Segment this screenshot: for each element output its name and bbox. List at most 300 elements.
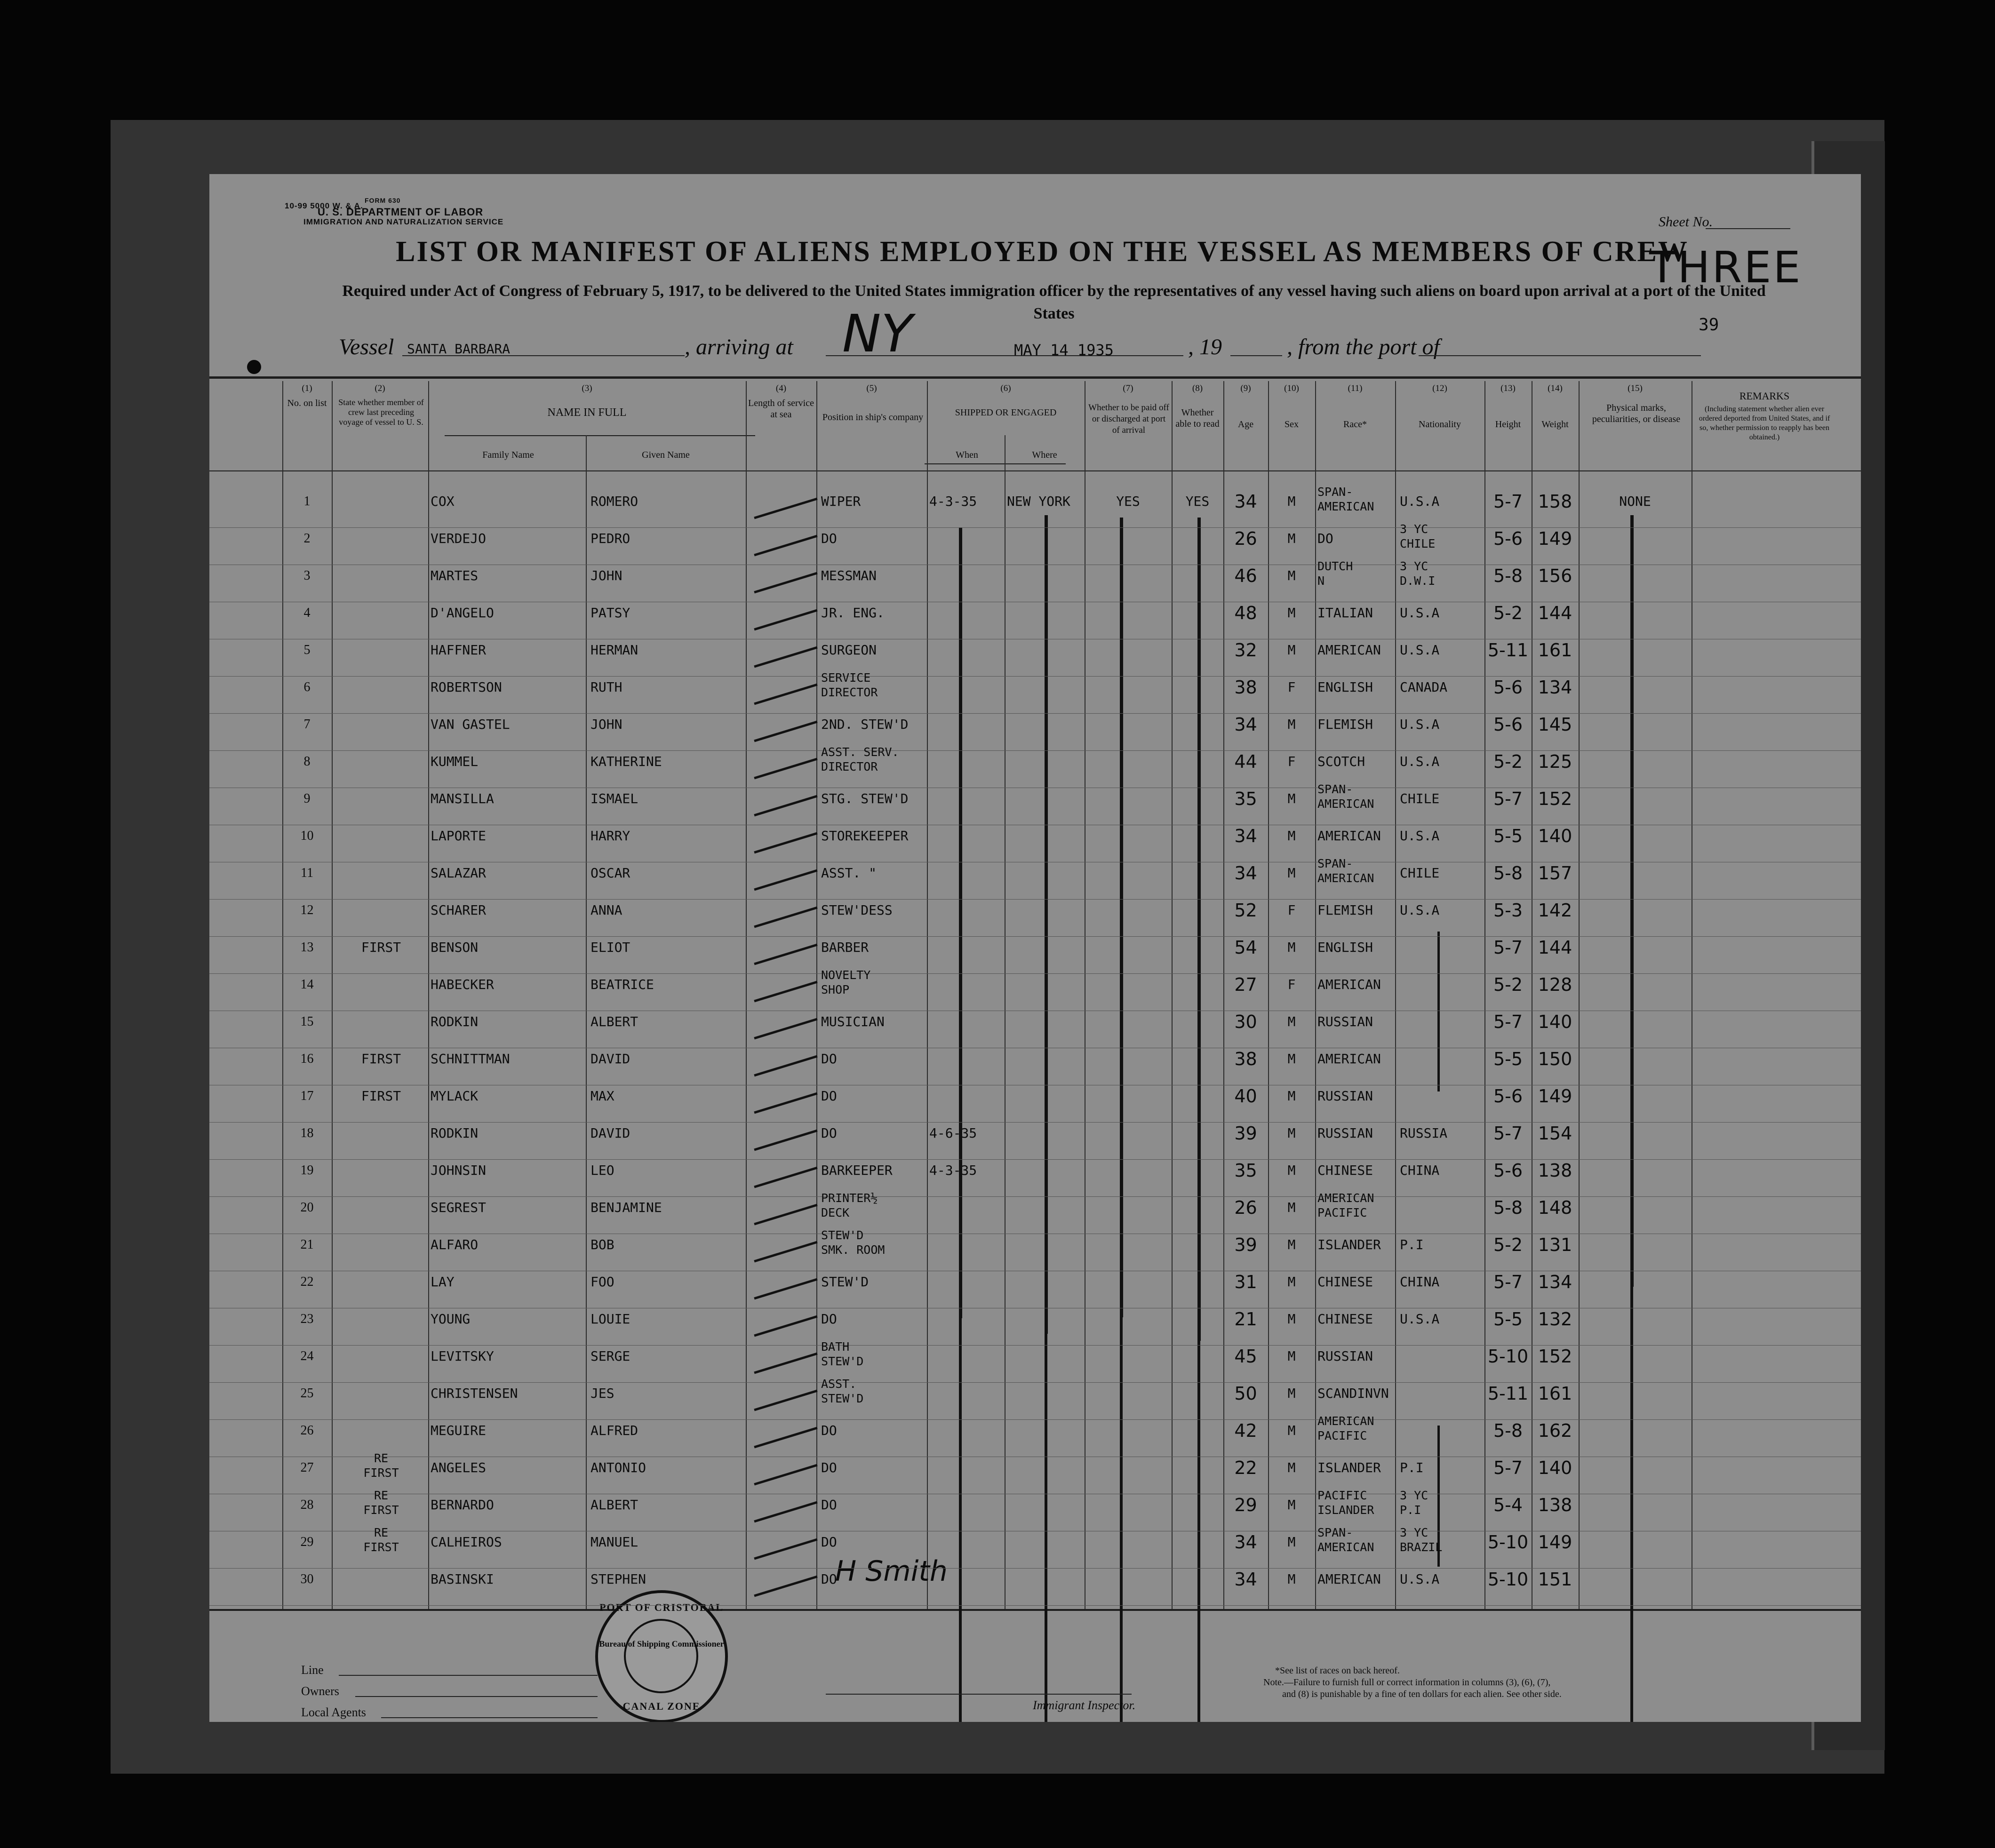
nationality-cell: CHINA — [1400, 1163, 1440, 1178]
weight-cell: 151 — [1538, 1569, 1572, 1590]
given-name-cell: BOB — [591, 1237, 614, 1252]
given-name-cell: OSCAR — [591, 865, 630, 881]
race-cell: AMERICAN PACIFIC — [1317, 1191, 1374, 1219]
col-divider — [1172, 381, 1173, 1609]
given-name-cell: BENJAMINE — [591, 1200, 662, 1215]
nationality-cell: U.S.A — [1400, 828, 1440, 844]
physical-marks-cell: NONE — [1619, 494, 1651, 509]
height-cell: 5-5 — [1493, 826, 1523, 846]
table-row-rule — [209, 1196, 1861, 1197]
col-divider — [282, 381, 283, 1609]
nationality-cell: RUSSIA — [1400, 1125, 1448, 1141]
sex-cell: M — [1287, 1460, 1296, 1475]
service-ditto-stroke — [754, 1315, 817, 1337]
race-cell: RUSSIAN — [1317, 1348, 1373, 1364]
sex-cell: M — [1287, 642, 1296, 658]
col-divider — [927, 381, 928, 1609]
position-cell: BARBER — [821, 940, 869, 955]
weight-cell: 144 — [1538, 937, 1572, 958]
col-divider — [1484, 381, 1485, 1609]
page-title: LIST OR MANIFEST OF ALIENS EMPLOYED ON THE VESSEL AS MEMBERS OF CREW — [396, 236, 1689, 268]
weight-cell: 142 — [1538, 900, 1572, 921]
service-ditto-stroke — [754, 832, 817, 854]
binder-hole — [247, 360, 261, 374]
table-row-rule — [209, 1568, 1861, 1569]
service-ditto-stroke — [754, 646, 817, 668]
weight-cell: 145 — [1538, 714, 1572, 735]
weight-cell: 128 — [1538, 974, 1572, 995]
age-cell: 40 — [1234, 1086, 1257, 1107]
ditto-stroke — [1437, 932, 1440, 1091]
race-cell: ISLANDER — [1317, 1460, 1381, 1475]
table-top-rule — [209, 376, 1861, 379]
service-ditto-stroke — [754, 1055, 817, 1077]
race-cell: AMERICAN — [1317, 642, 1381, 658]
race-cell: SPAN- AMERICAN — [1317, 857, 1374, 885]
age-cell: 29 — [1234, 1495, 1257, 1515]
race-cell: RUSSIAN — [1317, 1014, 1373, 1029]
col1-number: (1) — [302, 383, 312, 393]
service-ditto-stroke — [754, 535, 817, 557]
weight-cell: 132 — [1538, 1309, 1572, 1330]
age-cell: 35 — [1234, 1160, 1257, 1181]
row-number: 3 — [303, 568, 311, 583]
height-cell: 5-11 — [1487, 1383, 1529, 1404]
nationality-cell: CANADA — [1400, 679, 1448, 695]
position-cell: JR. ENG. — [821, 605, 885, 621]
given-name-cell: JOHN — [591, 568, 622, 583]
table-row-rule — [209, 1419, 1861, 1420]
col13-header: Height — [1495, 419, 1521, 430]
given-name-cell: ALBERT — [591, 1497, 638, 1513]
header-bottom-rule — [209, 470, 1861, 471]
position-cell: BARKEEPER — [821, 1163, 893, 1178]
family-name-cell: ROBERTSON — [431, 679, 502, 695]
col3-header: NAME IN FULL — [547, 406, 627, 419]
family-name-cell: LEVITSKY — [431, 1348, 494, 1364]
service-ditto-stroke — [754, 1353, 817, 1374]
service-ditto-stroke — [754, 1390, 817, 1411]
weight-cell: 131 — [1538, 1235, 1572, 1255]
given-name-cell: ISMAEL — [591, 791, 638, 806]
col4-number: (4) — [775, 383, 787, 393]
footer-note-2: Note.—Failure to furnish full or correct information in columns (3), (6), (7), — [1263, 1677, 1551, 1688]
sex-cell: M — [1287, 1163, 1296, 1178]
race-cell: CHINESE — [1317, 1274, 1373, 1290]
family-name-cell: MYLACK — [431, 1088, 479, 1104]
sex-cell: M — [1287, 1311, 1296, 1327]
col5-number: (5) — [866, 383, 877, 393]
family-name-cell: LAY — [431, 1274, 455, 1290]
age-cell: 31 — [1234, 1272, 1257, 1292]
height-cell: 5-10 — [1487, 1569, 1529, 1590]
position-cell: DO — [821, 1497, 837, 1513]
department-name: U. S. DEPARTMENT OF LABOR — [318, 206, 484, 218]
remarks-header: REMARKS — [1739, 390, 1790, 402]
col6-number: (6) — [1000, 383, 1011, 393]
nationality-cell: 3 YC BRAZIL — [1400, 1526, 1443, 1554]
row-number: 13 — [300, 940, 314, 955]
height-cell: 5-6 — [1493, 528, 1523, 549]
position-cell: DO — [821, 1423, 837, 1438]
sex-cell: F — [1287, 679, 1296, 695]
age-cell: 34 — [1234, 1532, 1257, 1553]
weight-cell: 134 — [1538, 677, 1572, 698]
col1-header: No. on list — [287, 398, 327, 408]
position-cell: ASST. " — [821, 865, 877, 881]
service-ditto-stroke — [754, 1278, 817, 1300]
service-ditto-stroke — [754, 944, 817, 965]
page-subtitle: Required under Act of Congress of February 5, 1917, to be delivered to the United States immigration officer by the representatives of any vessel having such aliens on board upon arrival at a port of the United States — [342, 282, 1766, 322]
given-name-cell: ANTONIO — [591, 1460, 646, 1475]
col6-header: SHIPPED OR ENGAGED — [955, 407, 1057, 418]
nationality-cell: 3 YC CHILE — [1400, 522, 1436, 550]
sex-cell: M — [1287, 1237, 1296, 1252]
given-name-cell: BEATRICE — [591, 977, 654, 992]
col12-number: (12) — [1432, 383, 1447, 393]
table-row-rule — [209, 676, 1861, 677]
family-name-cell: HABECKER — [431, 977, 494, 992]
footer-note-3: and (8) is punishable by a fine of ten dollars for each alien. See other side. — [1282, 1689, 1562, 1699]
nationality-cell: U.S.A — [1400, 642, 1440, 658]
sex-cell: M — [1287, 1274, 1296, 1290]
service-ditto-stroke — [754, 981, 817, 1003]
service-ditto-stroke — [754, 1576, 817, 1597]
table-row-rule — [209, 1159, 1861, 1160]
height-cell: 5-8 — [1493, 863, 1523, 884]
sex-cell: M — [1287, 568, 1296, 583]
sex-cell: M — [1287, 605, 1296, 621]
sex-cell: M — [1287, 1534, 1296, 1550]
table-row-rule — [209, 1382, 1861, 1383]
sex-cell: M — [1287, 791, 1296, 806]
nationality-cell: U.S.A — [1400, 1311, 1440, 1327]
service-ditto-stroke — [754, 1464, 817, 1486]
position-cell: DO — [821, 1534, 837, 1550]
sex-cell: M — [1287, 1571, 1296, 1587]
age-cell: 54 — [1234, 937, 1257, 958]
age-cell: 34 — [1234, 714, 1257, 735]
prev-voyage-cell: RE FIRST — [363, 1526, 399, 1554]
family-name-cell: SEGREST — [431, 1200, 487, 1215]
weight-cell: 154 — [1538, 1123, 1572, 1144]
height-cell: 5-7 — [1493, 1458, 1523, 1478]
nationality-cell: U.S.A — [1400, 605, 1440, 621]
height-cell: 5-6 — [1493, 1086, 1523, 1107]
race-cell: SPAN- AMERICAN — [1317, 485, 1374, 513]
given-name-cell: ANNA — [591, 902, 622, 918]
year-label: , 19 — [1188, 335, 1222, 359]
row-number: 22 — [300, 1274, 314, 1289]
position-cell: NOVELTY SHOP — [821, 968, 871, 996]
row-number: 12 — [300, 903, 314, 917]
table-bottom-rule — [209, 1609, 1861, 1611]
family-name-cell: MARTES — [431, 568, 479, 583]
col-divider — [1395, 381, 1396, 1609]
row-number: 20 — [300, 1200, 314, 1215]
prev-voyage-cell: FIRST — [361, 940, 401, 955]
service-name: IMMIGRATION AND NATURALIZATION SERVICE — [303, 217, 504, 226]
sex-cell: M — [1287, 1088, 1296, 1104]
shipped-subrule — [925, 463, 1066, 464]
weight-cell: 138 — [1538, 1160, 1572, 1181]
service-ditto-stroke — [754, 1241, 817, 1263]
position-cell: STG. STEW'D — [821, 791, 909, 806]
height-cell: 5-2 — [1493, 751, 1523, 772]
footer-note-1: *See list of races on back hereof. — [1275, 1665, 1400, 1676]
weight-cell: 149 — [1538, 1086, 1572, 1107]
form-number: FORM 630 — [365, 197, 401, 204]
position-cell: STOREKEEPER — [821, 828, 909, 844]
prev-voyage-cell: RE FIRST — [363, 1489, 399, 1517]
row-number: 19 — [300, 1163, 314, 1178]
race-cell: CHINESE — [1317, 1163, 1373, 1178]
col-divider — [1223, 381, 1224, 1609]
position-cell: DO — [821, 1088, 837, 1104]
sex-cell: M — [1287, 1386, 1296, 1401]
table-row-rule — [209, 1605, 1861, 1606]
race-cell: ITALIAN — [1317, 605, 1373, 621]
row-number: 11 — [301, 866, 313, 880]
stamp-center-text: Bureau of Shipping Commissioner — [599, 1639, 724, 1649]
service-ditto-stroke — [754, 1427, 817, 1449]
family-name-cell: BASINSKI — [431, 1571, 494, 1587]
row-number: 30 — [300, 1572, 314, 1586]
manifest-sheet — [209, 174, 1861, 1722]
race-cell: SCANDINVN — [1317, 1386, 1389, 1401]
sex-cell: F — [1287, 754, 1296, 769]
age-cell: 45 — [1234, 1346, 1257, 1367]
family-name-cell: VERDEJO — [431, 531, 487, 546]
table-row-rule — [209, 899, 1861, 900]
ditto-stroke — [1630, 515, 1634, 1287]
position-cell: DO — [821, 1311, 837, 1327]
col4-header: Length of service at sea — [748, 398, 814, 420]
nationality-cell: U.S.A — [1400, 717, 1440, 732]
sheet-number: THREE — [1649, 242, 1803, 293]
position-cell: ASST. SERV. DIRECTOR — [821, 745, 899, 773]
shipped-when-cell: 4-6-35 — [929, 1125, 977, 1141]
age-cell: 48 — [1234, 603, 1257, 623]
sex-cell: M — [1287, 1348, 1296, 1364]
ditto-stroke — [1045, 1186, 1047, 1722]
service-ditto-stroke — [754, 684, 817, 705]
col9-number: (9) — [1240, 383, 1251, 393]
row-number: 26 — [300, 1423, 314, 1438]
family-name-cell: SCHNITTMAN — [431, 1051, 510, 1067]
service-ditto-stroke — [754, 907, 817, 928]
height-cell: 5-11 — [1487, 640, 1529, 661]
port-stamp — [595, 1590, 728, 1722]
age-cell: 21 — [1234, 1309, 1257, 1330]
col2-header: State whether member of crew last preceding voyage of vessel to U. S. — [338, 398, 424, 427]
family-name-cell: KUMMEL — [431, 754, 479, 769]
position-cell: SURGEON — [821, 642, 877, 658]
height-cell: 5-5 — [1493, 1049, 1523, 1069]
sex-cell: M — [1287, 1200, 1296, 1215]
col6-where-header: Where — [1032, 450, 1057, 460]
col2-number: (2) — [375, 383, 385, 393]
nationality-cell: U.S.A — [1400, 754, 1440, 769]
name-subrule — [445, 435, 755, 436]
service-ditto-stroke — [754, 1018, 817, 1040]
height-cell: 5-7 — [1493, 789, 1523, 809]
year-underline — [1230, 336, 1282, 356]
row-number: 4 — [303, 605, 311, 620]
age-cell: 44 — [1234, 751, 1257, 772]
owners-underline — [355, 1696, 598, 1697]
sex-cell: M — [1287, 1014, 1296, 1029]
sex-cell: M — [1287, 494, 1296, 509]
col7-header: Whether to be paid off or discharged at port of arrival — [1088, 403, 1169, 435]
race-cell: AMERICAN PACIFIC — [1317, 1414, 1374, 1442]
shipped-where-cell: NEW YORK — [1007, 494, 1070, 509]
given-name-cell: ALBERT — [591, 1014, 638, 1029]
family-name-cell: RODKIN — [431, 1125, 479, 1141]
row-number: 7 — [303, 717, 311, 732]
service-ditto-stroke — [754, 1092, 817, 1114]
arriving-label: , arriving at — [685, 335, 793, 359]
weight-cell: 152 — [1538, 789, 1572, 809]
height-cell: 5-7 — [1493, 1012, 1523, 1032]
service-ditto-stroke — [754, 795, 817, 817]
row-number: 2 — [303, 531, 311, 546]
agents-label: Local Agents — [301, 1705, 366, 1719]
sex-cell: M — [1287, 865, 1296, 881]
col-divider — [428, 381, 429, 1609]
position-cell: SERVICE DIRECTOR — [821, 671, 878, 699]
position-cell: PRINTER½ DECK — [821, 1191, 878, 1219]
from-port-label: , from the port of — [1287, 335, 1440, 359]
shipped-when-cell: 4-3-35 — [929, 1163, 977, 1178]
col5-header: Position in ship's company — [822, 412, 924, 422]
height-cell: 5-8 — [1493, 1197, 1523, 1218]
family-name-cell: BENSON — [431, 940, 479, 955]
race-cell: AMERICAN — [1317, 828, 1381, 844]
weight-cell: 144 — [1538, 603, 1572, 623]
position-cell: DO — [821, 1051, 837, 1067]
from-port-underline — [1419, 336, 1701, 356]
col12-header: Nationality — [1419, 419, 1461, 430]
family-name-cell: D'ANGELO — [431, 605, 494, 621]
position-cell: STEW'D SMK. ROOM — [821, 1228, 885, 1257]
col3-number: (3) — [582, 383, 592, 393]
height-cell: 5-8 — [1493, 566, 1523, 586]
given-name-cell: ALFRED — [591, 1423, 638, 1438]
sheet-no-underline — [1706, 228, 1790, 229]
row-number: 10 — [300, 828, 314, 843]
remarks-note: (Including statement whether alien ever ordered deported from United States, and if so, whether permission to reapply has been obtained.) — [1699, 405, 1830, 441]
nationality-cell: U.S.A — [1400, 902, 1440, 918]
age-cell: 26 — [1234, 528, 1257, 549]
position-cell: DO — [821, 1571, 837, 1587]
nationality-cell: 3 YC D.W.I — [1400, 559, 1436, 588]
col-divider — [1268, 381, 1269, 1609]
age-cell: 27 — [1234, 974, 1257, 995]
col15-header: Physical marks, peculiarities, or disease — [1592, 403, 1681, 424]
row-number: 16 — [300, 1051, 314, 1066]
given-name-cell: LEO — [591, 1163, 614, 1178]
col8-number: (8) — [1192, 383, 1203, 393]
row-number: 9 — [303, 791, 311, 806]
col-divider — [746, 381, 747, 1609]
age-cell: 39 — [1234, 1235, 1257, 1255]
sex-cell: M — [1287, 531, 1296, 546]
height-cell: 5-10 — [1487, 1532, 1529, 1553]
family-name-cell: CALHEIROS — [431, 1534, 502, 1550]
row-number: 23 — [300, 1312, 314, 1326]
age-cell: 35 — [1234, 789, 1257, 809]
service-ditto-stroke — [754, 758, 817, 780]
family-name-cell: VAN GASTEL — [431, 717, 510, 732]
prev-voyage-cell: FIRST — [361, 1051, 401, 1067]
family-name-cell: ANGELES — [431, 1460, 487, 1475]
col11-number: (11) — [1348, 383, 1363, 393]
line-underline — [339, 1675, 598, 1676]
family-name-cell: RODKIN — [431, 1014, 479, 1029]
sex-cell: M — [1287, 828, 1296, 844]
family-name-cell: CHRISTENSEN — [431, 1386, 518, 1401]
family-name-cell: HAFFNER — [431, 642, 487, 658]
col3-family-header: Family Name — [482, 450, 534, 460]
col-divider — [332, 381, 333, 1609]
age-cell: 34 — [1234, 863, 1257, 884]
height-cell: 5-6 — [1493, 714, 1523, 735]
height-cell: 5-6 — [1493, 1160, 1523, 1181]
sex-cell: F — [1287, 977, 1296, 992]
weight-cell: 149 — [1538, 528, 1572, 549]
family-name-cell: JOHNSIN — [431, 1163, 487, 1178]
family-name-cell: LAPORTE — [431, 828, 487, 844]
age-cell: 22 — [1234, 1458, 1257, 1478]
row-number: 15 — [300, 1014, 314, 1029]
height-cell: 5-8 — [1493, 1420, 1523, 1441]
race-cell: AMERICAN — [1317, 1051, 1381, 1067]
arrival-date-stamp: MAY 14 1935 — [1014, 341, 1114, 359]
age-cell: 50 — [1234, 1383, 1257, 1404]
service-ditto-stroke — [754, 1538, 817, 1560]
stamp-top-text: PORT OF CRISTOBAL — [599, 1601, 724, 1613]
position-cell: STEW'DESS — [821, 902, 893, 918]
position-cell: BATH STEW'D — [821, 1340, 864, 1368]
print-code: 10-99 5000 W. & A. — [285, 201, 363, 210]
row-number: 27 — [300, 1460, 314, 1475]
given-name-cell: DAVID — [591, 1125, 630, 1141]
row-number: 1 — [303, 494, 311, 509]
service-ditto-stroke — [754, 572, 817, 594]
service-ditto-stroke — [754, 869, 817, 891]
service-ditto-stroke — [754, 1501, 817, 1523]
agents-underline — [381, 1717, 598, 1718]
race-cell: SPAN- AMERICAN — [1317, 1526, 1374, 1554]
weight-cell: 150 — [1538, 1049, 1572, 1069]
col8-header: Whether able to read — [1175, 407, 1220, 429]
age-cell: 34 — [1234, 826, 1257, 846]
height-cell: 5-7 — [1493, 937, 1523, 958]
row-number: 8 — [303, 754, 311, 769]
race-cell: AMERICAN — [1317, 977, 1381, 992]
col7-number: (7) — [1123, 383, 1133, 393]
family-name-cell: MANSILLA — [431, 791, 494, 806]
weight-cell: 161 — [1538, 1383, 1572, 1404]
service-ditto-stroke — [754, 1204, 817, 1226]
able-to-read-cell: YES — [1185, 494, 1210, 509]
age-cell: 46 — [1234, 566, 1257, 586]
weight-cell: 158 — [1538, 491, 1572, 512]
table-row-rule — [209, 750, 1861, 751]
col-divider — [816, 381, 817, 1609]
given-name-cell: DAVID — [591, 1051, 630, 1067]
